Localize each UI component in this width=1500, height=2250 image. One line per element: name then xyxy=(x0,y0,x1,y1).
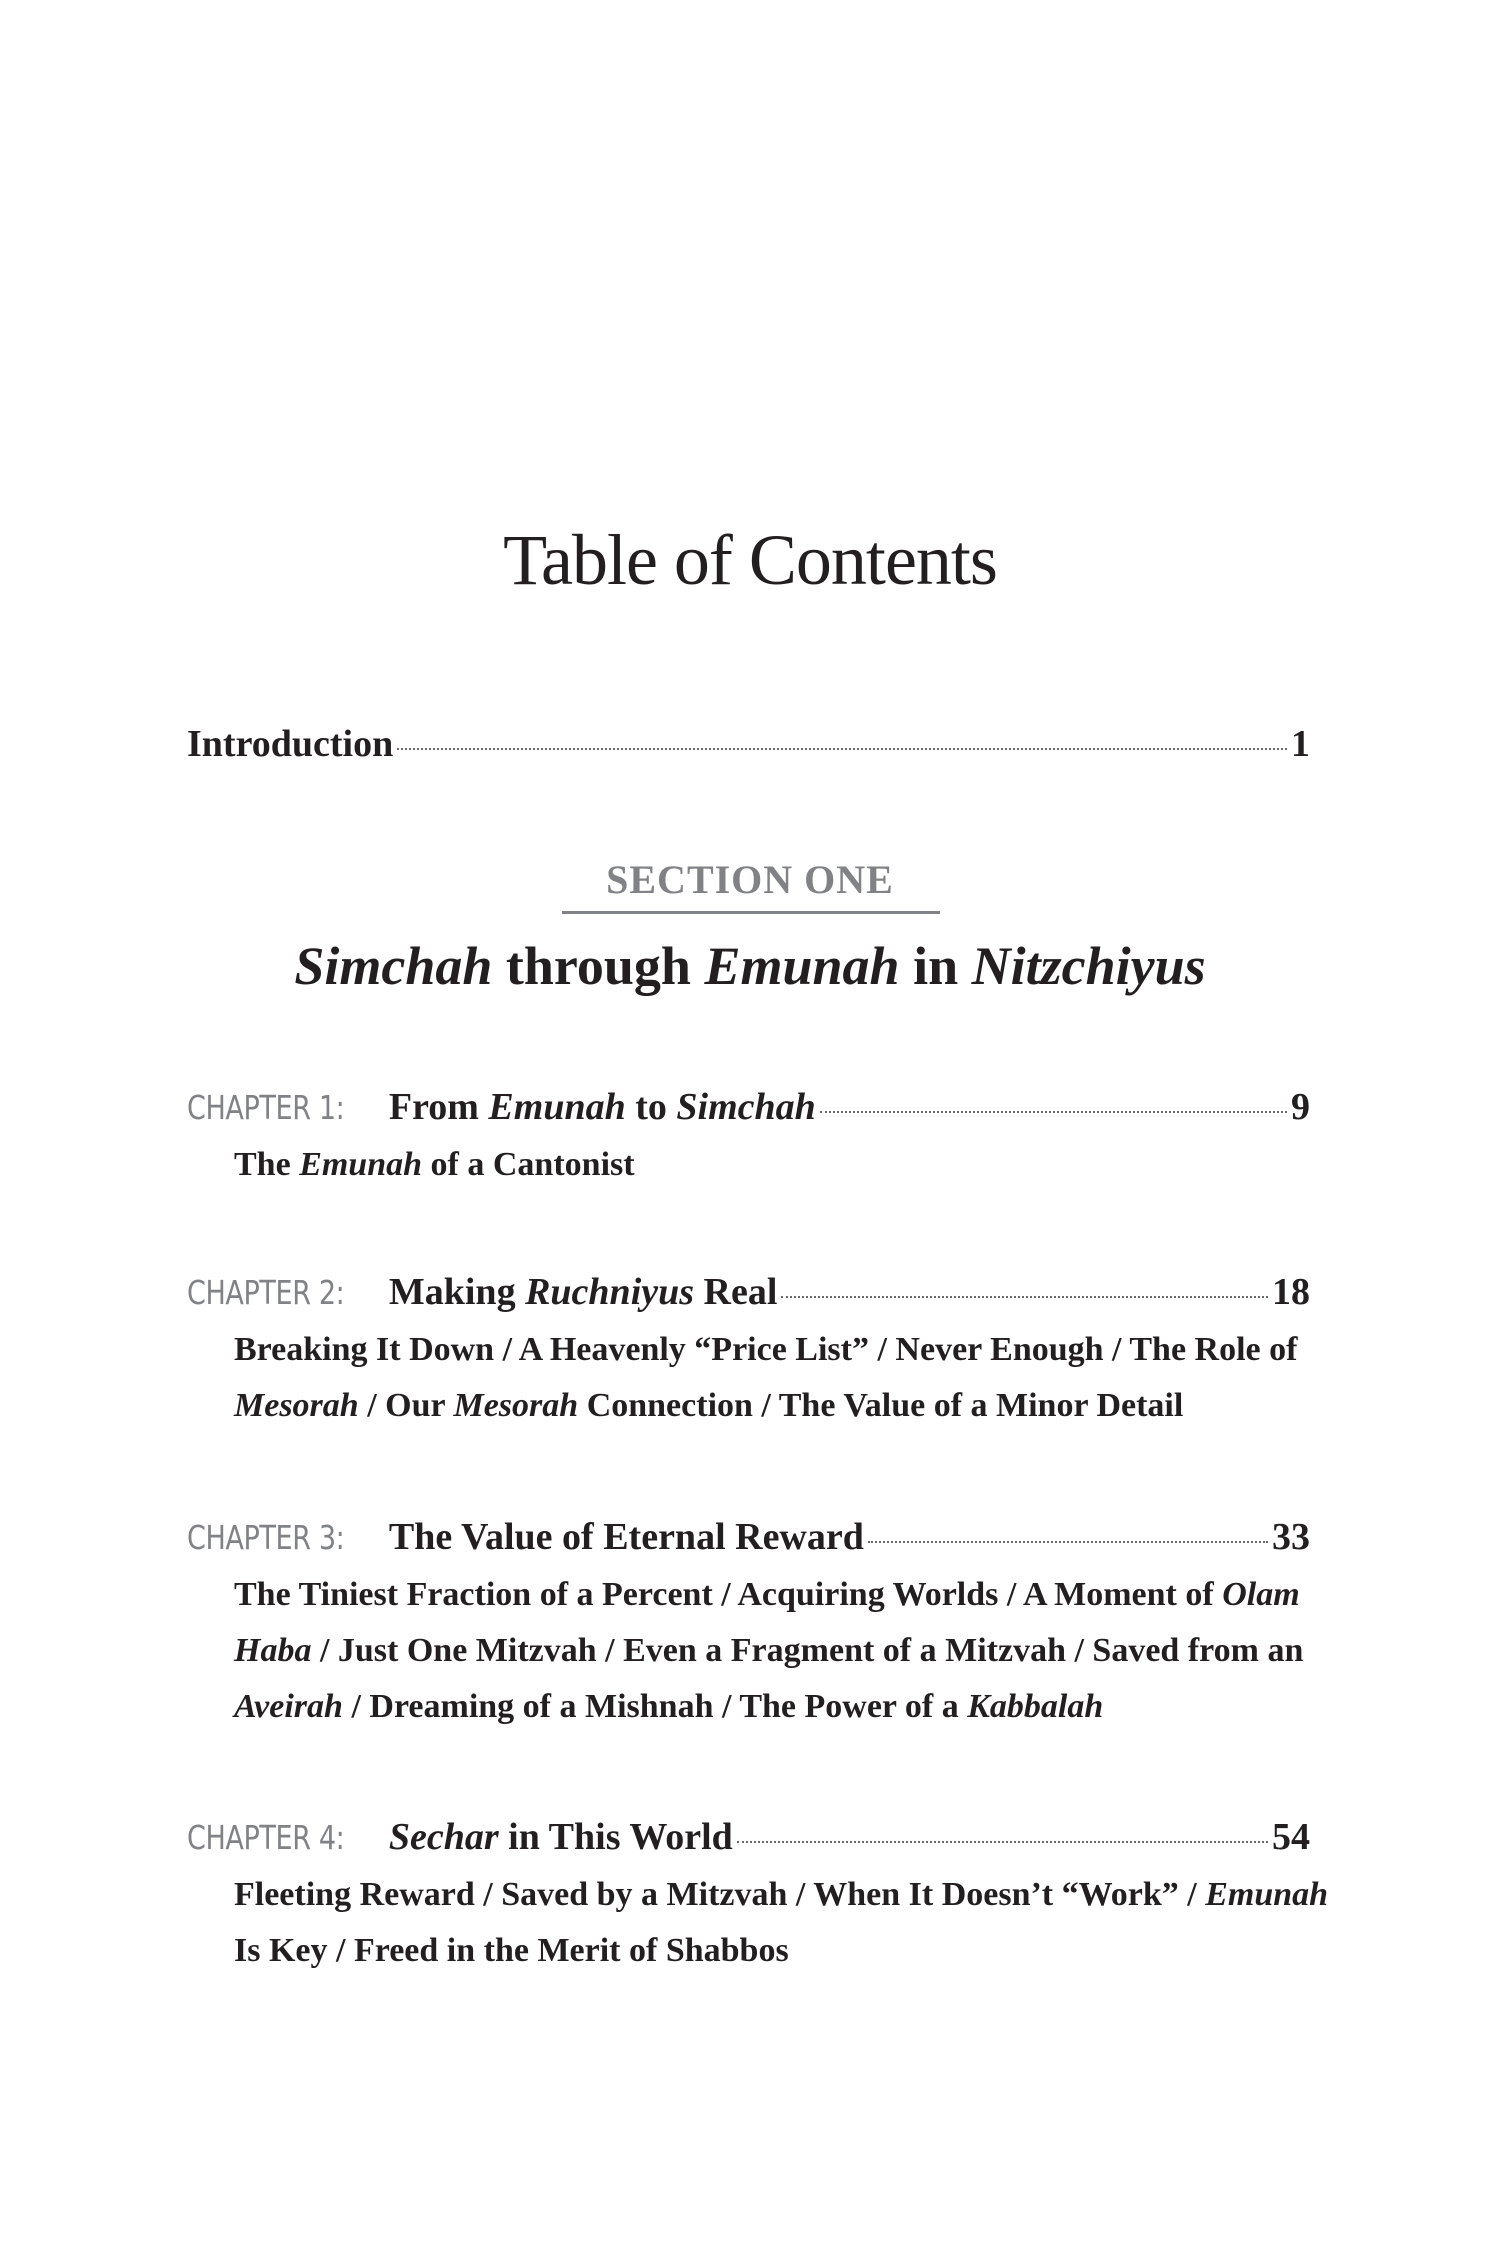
subtopic-line: Breaking It Down / A Heavenly “Price List” / Never Enough / The Role of xyxy=(234,1331,1298,1368)
subtopic-line: Fleeting Reward / Saved by a Mitzvah / When It Doesn’t “Work” / Emunah xyxy=(234,1876,1329,1913)
chapter-title: Making Ruchniyus Real xyxy=(388,1271,778,1313)
toc-page-number: 18 xyxy=(1272,1271,1310,1313)
toc-entry-chapter-3[interactable] xyxy=(187,1515,1310,1559)
subtopic-line: Haba / Just One Mitzvah / Even a Fragment of a Mitzvah / Saved from an xyxy=(234,1632,1304,1669)
dot-leader xyxy=(781,1296,1268,1298)
toc-page-number: 1 xyxy=(1291,723,1310,765)
section-label: SECTION ONE xyxy=(606,857,894,902)
subtopic-line: Mesorah / Our Mesorah Connection / The Value of a Minor Detail xyxy=(234,1387,1184,1424)
chapter-3 xyxy=(187,1515,1310,1735)
section-divider xyxy=(562,911,940,914)
subtopic-line: The Tiniest Fraction of a Percent / Acquiring Worlds / A Moment of Olam xyxy=(234,1576,1300,1613)
section-title: Simchah through Emunah in Nitzchiyus xyxy=(294,936,1206,996)
chapter-title: The Value of Eternal Reward xyxy=(388,1516,864,1558)
subtopic-line: Is Key / Freed in the Merit of Shabbos xyxy=(234,1932,789,1969)
chapter-4 xyxy=(187,1815,1329,1979)
subtopic-line: Aveirah / Dreaming of a Mishnah / The Power of a Kabbalah xyxy=(234,1688,1104,1725)
chapter-title: From Emunah to Simchah xyxy=(388,1086,816,1128)
dot-leader xyxy=(737,1841,1268,1843)
chapter-2 xyxy=(187,1270,1310,1434)
chapter-label: CHAPTER 3: xyxy=(187,1518,345,1557)
chapter-title: Sechar in This World xyxy=(388,1816,733,1858)
dot-leader xyxy=(820,1111,1287,1113)
chapter-label: CHAPTER 2: xyxy=(187,1273,345,1312)
chapter-subtopics xyxy=(234,1867,1334,1979)
chapter-subtopics xyxy=(234,1567,1334,1735)
toc-page-number: 33 xyxy=(1272,1516,1310,1558)
chapter-1 xyxy=(187,1085,1310,1193)
toc-entry-chapter-2[interactable] xyxy=(187,1270,1310,1314)
toc-entry-label: Introduction xyxy=(187,723,394,765)
chapter-subtopics: The Emunah of a Cantonist xyxy=(234,1146,635,1183)
dot-leader xyxy=(868,1541,1268,1543)
toc-entry-chapter-1[interactable] xyxy=(187,1085,1310,1129)
page-title: Table of Contents xyxy=(503,520,997,600)
toc-page-number: 54 xyxy=(1272,1816,1310,1858)
chapter-label: CHAPTER 1: xyxy=(187,1088,345,1127)
chapter-subtopics xyxy=(234,1322,1334,1434)
chapter-label: CHAPTER 4: xyxy=(187,1818,345,1857)
toc-page-number: 9 xyxy=(1291,1086,1310,1128)
dot-leader xyxy=(397,748,1287,750)
toc-entry-chapter-4[interactable] xyxy=(187,1815,1310,1859)
toc-entry-introduction[interactable] xyxy=(187,722,1310,766)
